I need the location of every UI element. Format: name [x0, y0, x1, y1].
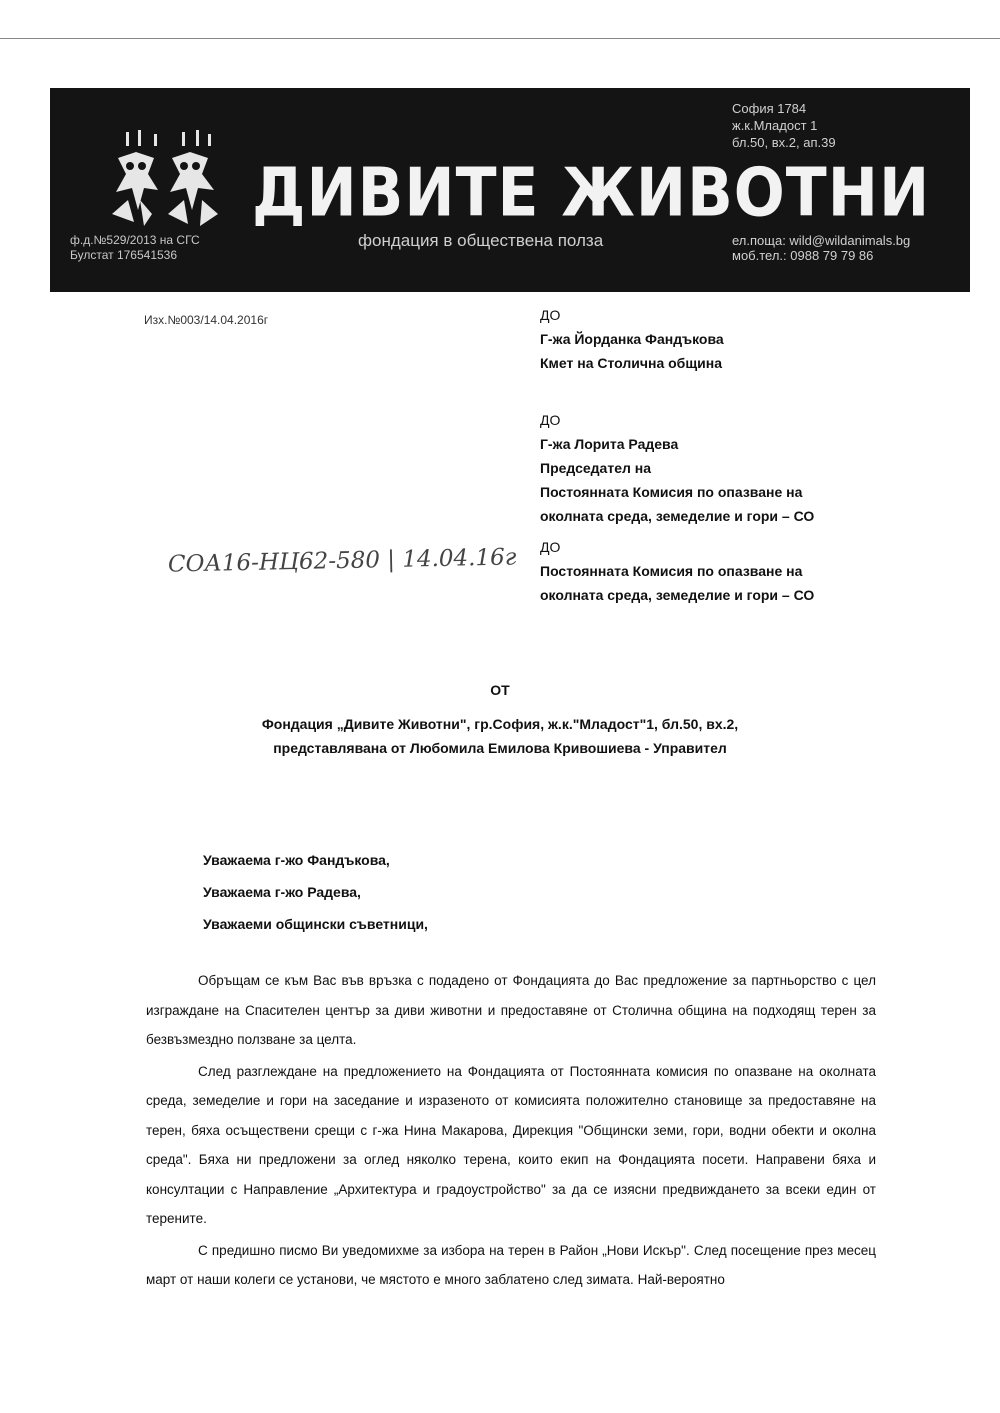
foundation-address — [732, 100, 836, 151]
registration-info — [70, 233, 200, 263]
letterhead — [50, 88, 970, 292]
outgoing-reference: Изх.№003/14.04.2016г — [144, 313, 269, 327]
sender-details — [200, 712, 800, 760]
body-paragraph: След разглеждане на предложението на Фондацията от Постоянната комисия по опазване на околната среда, земеделие и гори на заседание и изразеното от комисията положително становище за предоставяне на терен, бяха осъществени срещи с г-жа Нина Макарова, Дирекция "Общински земи, гори, водни обекти и околна среда". Бяха ни предложени за оглед няколко терена, които екип на Фондацията посети. Направени бяха и консултации с Направление „Архитектура и градоустройство" за да се изясни предвиждането за всеки един от терените. — [146, 1063, 876, 1226]
recipient-block — [540, 535, 814, 607]
bulstat-number: Булстат 176541536 — [70, 248, 178, 262]
recipient-line: околната среда, земеделие и гори – СО — [540, 587, 815, 603]
brand-name: ДИВИТЕ ЖИВОТНИ — [252, 154, 931, 233]
recipient-line: Постоянната Комисия по опазване на — [540, 484, 803, 500]
recipient-line: Постоянната Комисия по опазване на — [540, 563, 803, 579]
scan-artifact-line — [0, 38, 1000, 39]
body-paragraph: Обръщам се към Вас във връзка с подадено от Фондацията до Вас предложение за партньорство с цел изграждане на Спасителен център за диви животни и предоставяне от Столична община на подходящ терен за безвъзмездно ползване за целта. — [146, 973, 876, 1047]
salutations — [203, 844, 428, 940]
recipient-label: ДО — [540, 307, 561, 323]
address-line: бл.50, вх.2, ап.39 — [732, 135, 836, 150]
salutation-line: Уважаема г-жо Радева, — [203, 884, 361, 900]
email: ел.поща: wild@wildanimals.bg — [732, 233, 911, 248]
sender-line: представлявана от Любомила Емилова Кривошиева - Управител — [273, 740, 727, 756]
court-registration: ф.д.№529/2013 на СГС — [70, 233, 200, 247]
sender-line: Фондация „Дивите Животни", гр.София, ж.к."Младост"1, бл.50, вх.2, — [261, 716, 739, 732]
phone: моб.тел.: 0988 79 79 86 — [732, 248, 874, 263]
registry-stamp: СОА16-НЦ62-580 | 14.04.16г — [167, 544, 517, 578]
address-line: ж.к.Младост 1 — [732, 118, 818, 133]
animal-skulls-logo-icon — [108, 130, 228, 240]
recipient-line: околната среда, земеделие и гори – СО — [540, 508, 815, 524]
recipient-line: Г-жа Лорита Радева — [540, 436, 679, 452]
recipient-line: Председател на — [540, 460, 652, 476]
recipient-block — [540, 408, 814, 528]
recipient-label: ДО — [540, 412, 561, 428]
address-line: София 1784 — [732, 101, 807, 116]
recipient-line: Г-жа Йорданка Фандъкова — [540, 331, 724, 347]
sender-label: ОТ — [490, 682, 510, 698]
recipient-label: ДО — [540, 539, 561, 555]
body-paragraph: С предишно писмо Ви уведомихме за избора на терен в Район „Нови Искър". След посещение през месец март от наши колеги се установи, че мястото е много заблатено след зимата. Най-вероятно — [146, 1242, 876, 1287]
letter-body — [146, 966, 876, 1297]
recipient-line: Кмет на Столична община — [540, 355, 722, 371]
salutation-line: Уважаема г-жо Фандъкова, — [203, 852, 390, 868]
salutation-line: Уважаеми общински съветници, — [203, 916, 428, 932]
brand-subtitle: фондация в обществена полза — [358, 231, 604, 250]
contact-info — [732, 233, 910, 263]
recipient-block — [540, 303, 724, 375]
